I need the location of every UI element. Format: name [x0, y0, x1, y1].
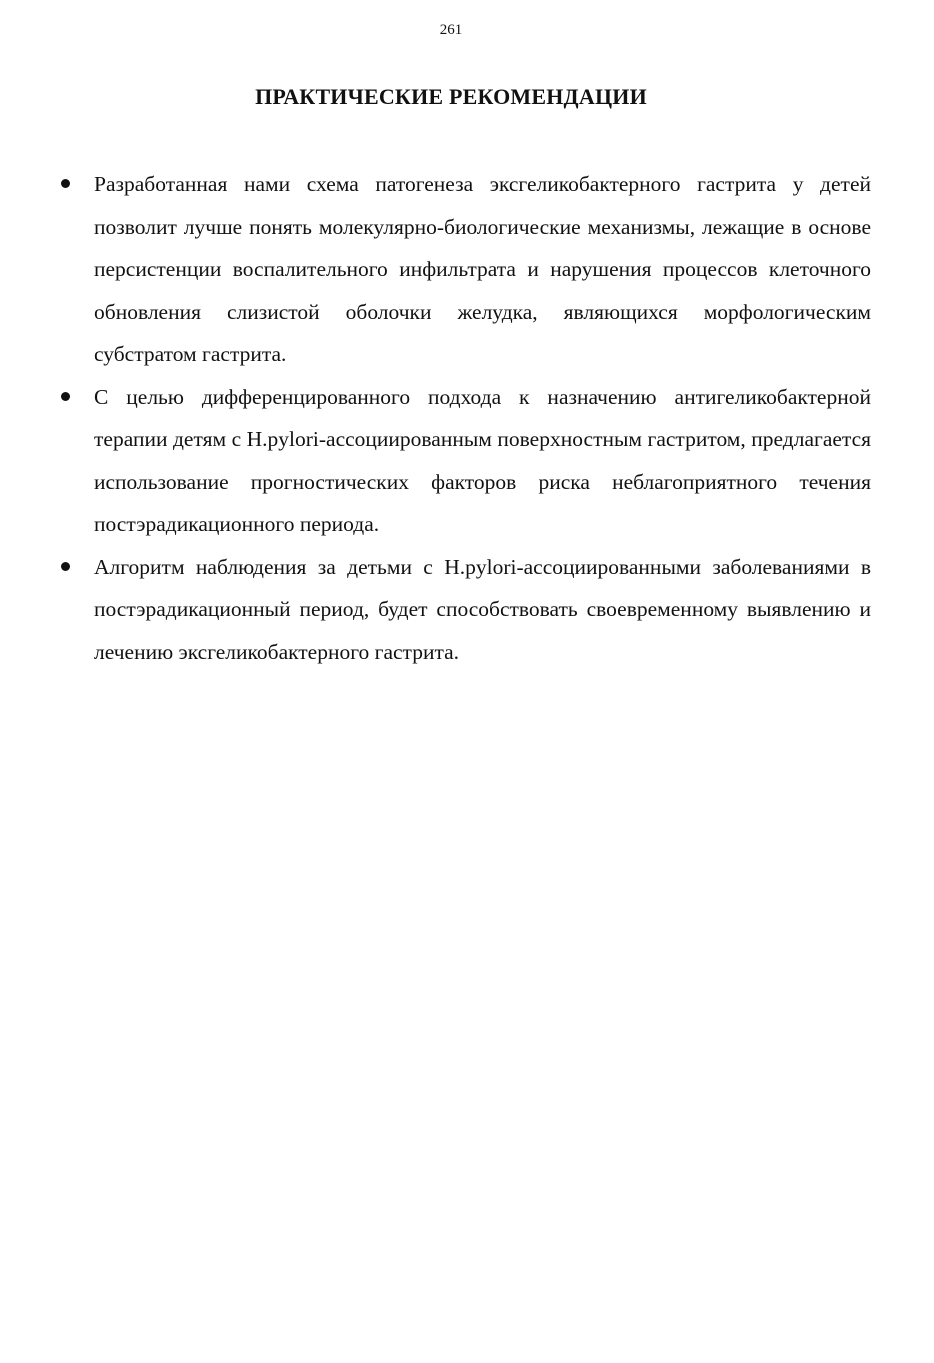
- bullet-icon: [61, 179, 70, 188]
- bullet-icon: [61, 392, 70, 401]
- recommendation-text: Разработанная нами схема патогенеза эксгеликобактерного гастрита у детей позволит лучше понять молекулярно-биологические механизмы, лежащие в основе персистенции воспалительного инфильтрата и нарушения процессов клеточного обновления слизистой оболочки желудка, являющихся морфологическим субстратом гастрита.: [94, 172, 871, 366]
- recommendations-list: [0, 163, 934, 673]
- list-item: [0, 163, 934, 376]
- section-heading: ПРАКТИЧЕСКИЕ РЕКОМЕНДАЦИИ: [255, 84, 647, 109]
- bullet-icon: [61, 562, 70, 571]
- recommendation-text: Алгоритм наблюдения за детьми с H.pylori-ассоциированными заболеваниями в постэрадикационный период, будет способствовать своевременному выявлению и лечению эксгеликобактерного гастрита.: [94, 554, 871, 664]
- recommendation-text: С целью дифференцированного подхода к назначению антигеликобактерной терапии детям с H.pylori-ассоциированным поверхностным гастритом, предлагается использование прогностических факторов риска неблагоприятного течения постэрадикационного периода.: [94, 384, 871, 536]
- list-item: [0, 546, 934, 674]
- page-number: 261: [439, 22, 463, 38]
- list-item: [0, 376, 934, 546]
